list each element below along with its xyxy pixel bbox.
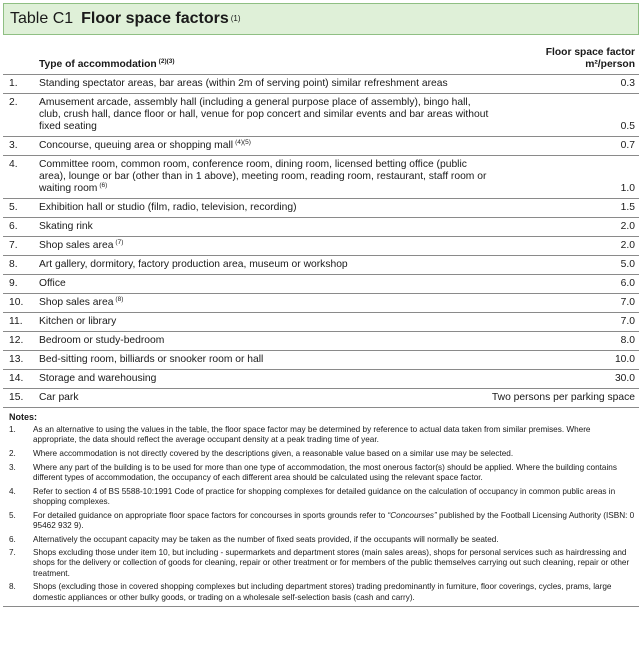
note-text: Shops excluding those under item 10, but including - supermarkets and department stores (main sales areas), shops for personal services such as hairdressing and shops for the delivery or collection of goods for cleaning, repair or other treatment or for members of the public themselves carrying out such cleaning, repair or other treatment. (33, 548, 630, 578)
row-factor-value: 1.0 (492, 156, 639, 199)
header-factor-cell (492, 37, 639, 75)
table-row (3, 389, 639, 408)
header-num-cell (3, 37, 39, 75)
row-accommodation-text: Skating rink (39, 221, 93, 232)
note-number: 3. (9, 462, 16, 472)
row-number: 9. (3, 275, 39, 294)
note-text: Where any part of the building is to be used for more than one type of accommodation, the most onerous factor(s) should be applied. Where the building contains different types of accommodation, the occupancy of each different area should be calculated using the relevant space factor. (33, 462, 617, 483)
note-text: As an alternative to using the values in the table, the floor space factor may be determined by reference to actual data taken from similar premises. Where appropriate, the data should reflect the average occupant density at a peak trading time of year. (33, 425, 591, 445)
note-number: 4. (9, 486, 16, 496)
table-row (3, 237, 639, 256)
note-item (3, 511, 639, 531)
row-factor-value: 7.0 (492, 313, 639, 332)
note-number: 1. (9, 425, 16, 435)
row-factor-value: 7.0 (492, 294, 639, 313)
row-accommodation-text: Car park (39, 392, 79, 403)
note-item (3, 425, 639, 445)
table-title-bar: Table C1 Floor space factors (1) (3, 3, 639, 35)
table-row (3, 218, 639, 237)
row-note-ref: (7) (115, 238, 124, 246)
row-accommodation-text: Bed-sitting room, billiards or snooker room or hall (39, 354, 264, 365)
row-number: 1. (3, 75, 39, 94)
row-accommodation-text: Office (39, 278, 66, 289)
table-number: Table C1 (10, 10, 74, 27)
row-factor-value: 30.0 (492, 370, 639, 389)
note-item (3, 463, 639, 483)
header-factor-line1: Floor space factor (545, 47, 635, 58)
row-number: 15. (3, 389, 39, 408)
table-header-row (3, 37, 639, 75)
note-item (3, 535, 639, 545)
row-factor-value: 0.5 (492, 94, 639, 137)
header-factor-line2: m²/person (585, 59, 635, 70)
row-accommodation-cell (39, 351, 492, 370)
notes-section (3, 412, 639, 603)
document-page (3, 3, 639, 607)
row-accommodation-text: Kitchen or library (39, 316, 117, 327)
row-accommodation-text: Bedroom or study-bedroom (39, 335, 165, 346)
row-accommodation-cell (39, 75, 492, 94)
table-row (3, 294, 639, 313)
note-item (3, 582, 639, 602)
row-factor-value: 2.0 (492, 218, 639, 237)
table-row (3, 275, 639, 294)
row-accommodation-text: Storage and warehousing (39, 373, 157, 384)
note-item (3, 449, 639, 459)
row-accommodation-text: Standing spectator areas, bar areas (within 2m of serving point) similar refreshment areas (39, 78, 448, 89)
row-accommodation-cell (39, 370, 492, 389)
row-accommodation-text: Committee room, common room, conference room, dining room, licensed betting office (public area), lounge or bar (other than in 1 above), meeting room, reading room, restaurant, staff room or waiting room (39, 159, 487, 194)
note-number: 5. (9, 510, 16, 520)
bottom-rule (3, 606, 639, 607)
row-accommodation-cell (39, 389, 492, 408)
table-row (3, 75, 639, 94)
row-number: 14. (3, 370, 39, 389)
row-note-ref: (4)(5) (235, 138, 251, 146)
table-row (3, 256, 639, 275)
note-number: 6. (9, 534, 16, 544)
row-accommodation-cell (39, 294, 492, 313)
row-accommodation-cell (39, 332, 492, 351)
row-number: 11. (3, 313, 39, 332)
row-number: 13. (3, 351, 39, 370)
row-factor-value: 10.0 (492, 351, 639, 370)
row-number: 3. (3, 137, 39, 156)
row-accommodation-cell (39, 256, 492, 275)
header-type-ref: (2)(3) (158, 57, 175, 65)
table-row (3, 351, 639, 370)
row-accommodation-text: Art gallery, dormitory, factory production area, museum or workshop (39, 259, 348, 270)
row-note-ref: (8) (115, 295, 124, 303)
row-number: 10. (3, 294, 39, 313)
note-publication-title: “Concourses” (387, 510, 437, 520)
table-row (3, 137, 639, 156)
table-row (3, 156, 639, 199)
table-row (3, 94, 639, 137)
row-factor-value: 8.0 (492, 332, 639, 351)
note-item (3, 548, 639, 579)
row-number: 4. (3, 156, 39, 199)
row-accommodation-cell (39, 218, 492, 237)
row-factor-value: 6.0 (492, 275, 639, 294)
table-row (3, 313, 639, 332)
notes-title: Notes: (9, 412, 38, 422)
table-row (3, 370, 639, 389)
note-text: Shops (excluding those in covered shopping complexes but including department stores) trading predominantly in furniture, floor coverings, cycles, prams, large domestic appliances or other bulky goods, or trading on a wholesale self-selection basis (cash and carry). (33, 582, 612, 602)
row-number: 6. (3, 218, 39, 237)
row-factor-value: 1.5 (492, 199, 639, 218)
row-accommodation-cell (39, 137, 492, 156)
note-text-part: For detailed guidance on appropriate floor space factors for concourses in sports grounds refer to (33, 510, 388, 520)
row-factor-value: 5.0 (492, 256, 639, 275)
row-factor-value: 0.7 (492, 137, 639, 156)
note-text: Refer to section 4 of BS 5588-10:1991 Code of practice for shopping complexes for detailed guidance on the calculation of occupancy in common public areas in shopping complexes. (33, 486, 616, 506)
note-number: 2. (9, 449, 16, 459)
table-row (3, 332, 639, 351)
header-type-cell (39, 37, 492, 75)
row-number: 5. (3, 199, 39, 218)
header-type-label: Type of accommodation (39, 59, 157, 70)
row-factor-value: Two persons per parking space (492, 389, 639, 408)
note-item (3, 487, 639, 507)
row-accommodation-cell (39, 275, 492, 294)
row-accommodation-cell (39, 199, 492, 218)
floor-space-factors-table (3, 37, 639, 408)
row-accommodation-text: Shop sales area (39, 240, 114, 251)
notes-list (3, 425, 639, 603)
row-accommodation-text: Amusement arcade, assembly hall (including a general purpose place of assembly), bingo hall, club, crush hall, dance floor or hall, venue for pop concert and similar events and bar areas without fixed seating (39, 97, 489, 132)
note-text (33, 511, 639, 531)
table-row (3, 199, 639, 218)
row-number: 8. (3, 256, 39, 275)
row-number: 2. (3, 94, 39, 137)
row-number: 7. (3, 237, 39, 256)
note-number: 8. (9, 582, 16, 592)
note-text: Where accommodation is not directly covered by the descriptions given, a reasonable value based on a similar use may be selected. (33, 449, 514, 459)
row-accommodation-cell (39, 156, 492, 199)
row-number: 12. (3, 332, 39, 351)
note-number: 7. (9, 548, 16, 558)
row-accommodation-text: Exhibition hall or studio (film, radio, television, recording) (39, 202, 297, 213)
row-note-ref: (6) (99, 181, 108, 189)
note-text-part: published by the Football Licensing Authority (ISBN: 0 95462 932 9). (33, 510, 635, 530)
table-name: Floor space factors (81, 10, 229, 27)
row-accommodation-text: Concourse, queuing area or shopping mall (39, 140, 234, 151)
row-accommodation-cell (39, 94, 492, 137)
row-accommodation-cell (39, 313, 492, 332)
row-accommodation-cell (39, 237, 492, 256)
row-accommodation-text: Shop sales area (39, 297, 114, 308)
row-factor-value: 2.0 (492, 237, 639, 256)
row-factor-value: 0.3 (492, 75, 639, 94)
note-text: Alternatively the occupant capacity may be taken as the number of fixed seats provided, if the occupants will normally be seated. (33, 534, 499, 544)
